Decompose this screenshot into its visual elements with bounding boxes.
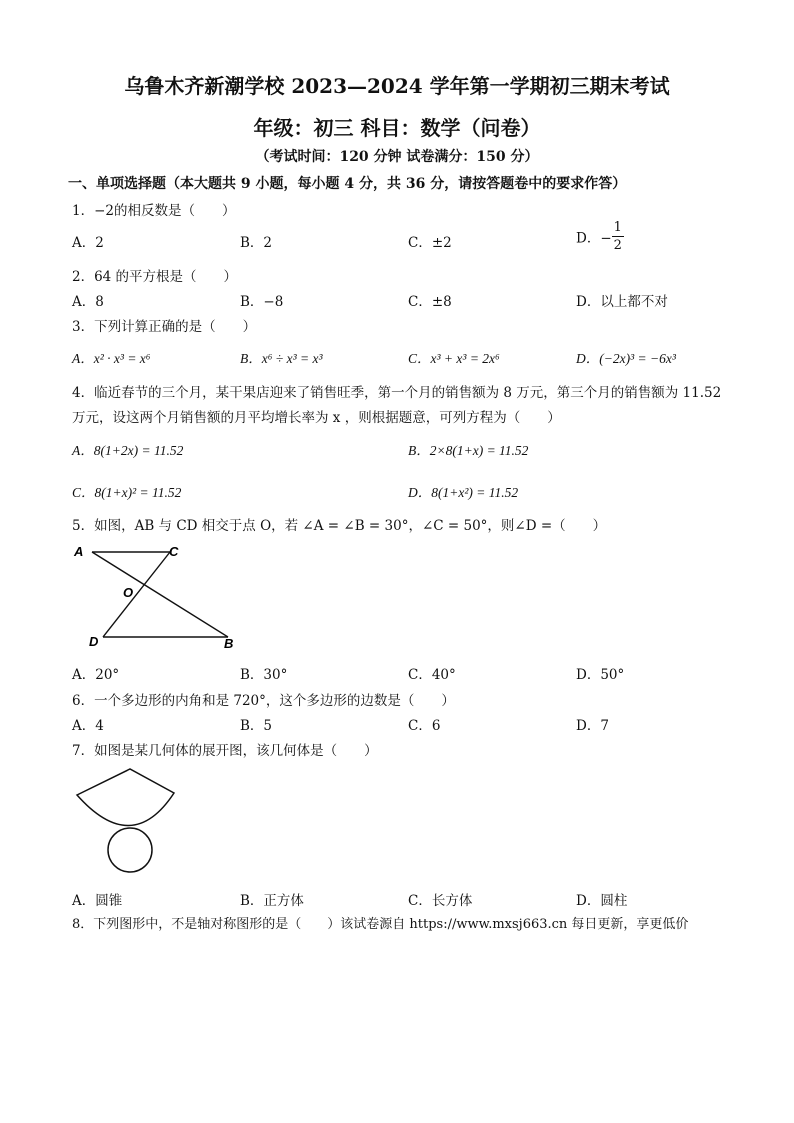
q5-option-b: B．30°: [240, 667, 288, 683]
q2-option-d: D．以上都不对: [576, 294, 668, 310]
q5-option-d: D．50°: [576, 667, 625, 683]
base-circle: [108, 828, 152, 872]
q3-option-b: B．x⁶ ÷ x³ = x³: [240, 351, 323, 366]
q1-option-d: [576, 221, 624, 252]
q4-option-b: B．2×8(1+x) = 11.52: [408, 443, 529, 458]
q2-option-b: B．−8: [240, 294, 284, 310]
q6-option-b: B．5: [240, 718, 273, 734]
q6-option-a: A．4: [72, 718, 104, 734]
cone-net-figure: [70, 762, 180, 882]
q7-option-b: B．正方体: [240, 893, 304, 909]
question-5-stem: 5．如图，AB 与 CD 相交于点 O，若 ∠A = ∠B = 30°，∠C = 50°，则∠D =（ ）: [72, 518, 607, 534]
exam-title: 乌鲁木齐新潮学校 2023—2024 学年第一学期初三期末考试: [124, 74, 670, 98]
q6-option-d: D．7: [576, 718, 609, 734]
label-a: A: [74, 544, 84, 559]
q4-option-c: C．8(1+x)² = 11.52: [72, 485, 182, 500]
label-d: D: [89, 634, 99, 649]
question-6-stem: 6．一个多边形的内角和是 720°，这个多边形的边数是（ ）: [72, 693, 455, 709]
q1-fraction: [612, 221, 624, 252]
question-1-stem: 1．−2的相反数是（ ）: [72, 203, 236, 219]
question-7-stem: 7．如图是某几何体的展开图，该几何体是（ ）: [72, 743, 378, 759]
question-4-stem-line2: 万元，设这两个月销售额的月平均增长率为 x ，则根据题意，可列方程为（ ）: [72, 410, 561, 426]
q2-option-a: A．8: [72, 294, 104, 310]
question-8-stem: 8．下列图形中，不是轴对称图形的是（ ）该试卷源自 https://www.mxsj663.cn 每日更新，享更低价: [72, 917, 689, 932]
exam-subtitle: 年级：初三 科目：数学（问卷）: [253, 116, 541, 140]
q1-option-a: A．2: [72, 235, 104, 251]
exam-info: （考试时间：120 分钟 试卷满分：150 分）: [255, 149, 539, 165]
q2-option-c: C．±8: [408, 294, 452, 310]
q6-option-c: C．6: [408, 718, 441, 734]
q3-option-a: A．x² · x³ = x⁶: [72, 351, 151, 366]
question-4-stem-line1: 4．临近春节的三个月，某干果店迎来了销售旺季，第一个月的销售额为 8 万元，第三个月的销售额为 11.52: [72, 385, 722, 401]
q5-option-a: A．20°: [72, 667, 120, 683]
sector-shape: [77, 769, 174, 826]
q7-option-d: D．圆柱: [576, 893, 628, 909]
question-3-stem: 3．下列计算正确的是（ ）: [72, 319, 257, 335]
q5-option-c: C．40°: [408, 667, 456, 683]
label-b: B: [224, 636, 234, 651]
question-2-stem: 2．64 的平方根是（ ）: [72, 269, 238, 285]
q3-option-c: C．x³ + x³ = 2x⁶: [408, 351, 500, 366]
q4-option-d: D．8(1+x²) = 11.52: [408, 485, 519, 500]
q4-option-a: A．8(1+2x) = 11.52: [72, 443, 184, 458]
fraction-numerator: 1: [613, 220, 622, 235]
fraction-denominator: 2: [613, 238, 622, 253]
intersecting-lines-figure: [70, 540, 245, 655]
q1-option-b: B．2: [240, 235, 273, 251]
q3-option-d: D．(−2x)³ = −6x³: [576, 351, 676, 366]
q1-option-c: C．±2: [408, 235, 452, 251]
q7-option-c: C．长方体: [408, 893, 473, 909]
q7-option-a: A．圆锥: [72, 893, 123, 909]
label-c: C: [169, 544, 179, 559]
q1-option-d-label: D．−: [576, 230, 612, 247]
label-o: O: [123, 585, 134, 600]
section-heading: 一、单项选择题（本大题共 9 小题，每小题 4 分，共 36 分，请按答题卷中的要求作答）: [68, 176, 627, 192]
